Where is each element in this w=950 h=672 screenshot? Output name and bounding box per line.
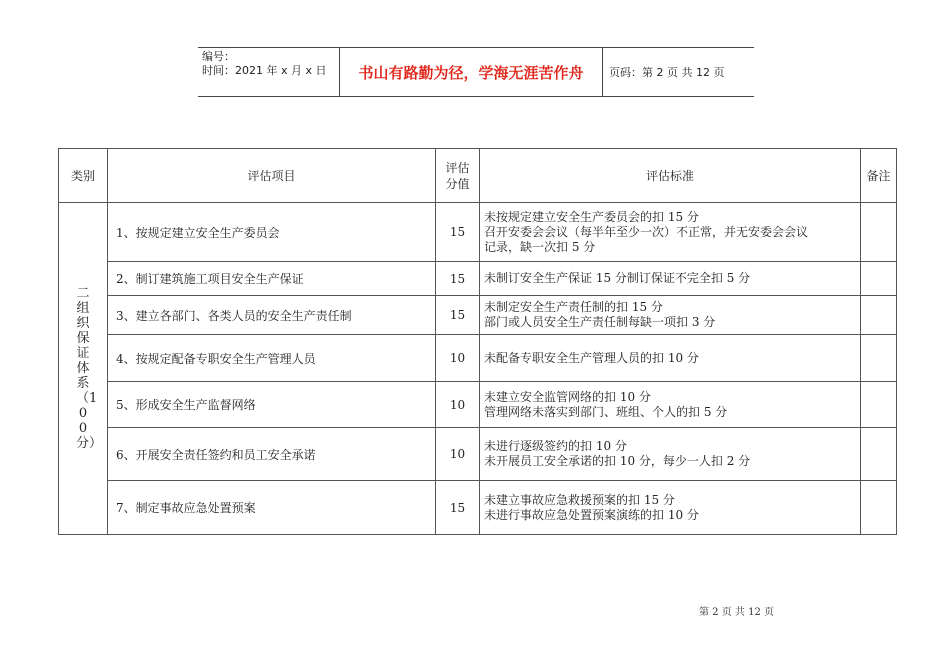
table-row	[59, 382, 897, 428]
score-cell: 15	[436, 262, 480, 296]
standard-line: 未按规定建立安全生产委员会的扣 15 分	[484, 209, 699, 224]
time-label: 时间：2021 年 x 月 x 日	[202, 64, 327, 77]
col-header-score-text: 评估分值	[445, 160, 470, 191]
standard-line: 未配备专职安全生产管理人员的扣 10 分	[484, 350, 699, 365]
item-cell: 4、按规定配备专职安全生产管理人员	[108, 335, 436, 382]
table-row	[59, 428, 897, 481]
remark-cell	[861, 203, 897, 262]
col-header-category: 类别	[59, 149, 108, 203]
item-cell: 1、按规定建立安全生产委员会	[108, 203, 436, 262]
standard-line: 未制定安全生产责任制的扣 15 分	[484, 300, 663, 314]
standard-line: 未进行事故应急处置预案演练的扣 10 分	[484, 507, 699, 522]
standard-line: 部门或人员安全生产责任制每缺一项扣 3 分	[484, 315, 716, 329]
standard-line: 未开展员工安全承诺的扣 10 分，每少一人扣 2 分	[484, 454, 751, 468]
remark-cell	[861, 262, 897, 296]
number-label: 编号：	[202, 50, 235, 63]
table-row	[59, 481, 897, 535]
category-label: 二组织保证体系（100分）	[76, 286, 103, 451]
score-cell: 15	[436, 203, 480, 262]
table-row	[59, 296, 897, 335]
item-cell: 3、建立各部门、各类人员的安全生产责任制	[108, 296, 436, 335]
item-cell: 5、形成安全生产监督网络	[108, 382, 436, 428]
score-cell: 15	[436, 481, 480, 535]
standard-cell	[480, 428, 861, 481]
motto-text: 书山有路勤为径，学海无涯苦作舟	[340, 48, 603, 96]
remark-cell	[861, 335, 897, 382]
standard-cell	[480, 335, 861, 382]
standard-cell	[480, 296, 861, 335]
col-header-remark: 备注	[861, 149, 897, 203]
standard-line: 记录，缺一次扣 5 分	[484, 239, 596, 254]
score-cell: 10	[436, 382, 480, 428]
table-row	[59, 203, 897, 262]
standard-cell	[480, 382, 861, 428]
remark-cell	[861, 428, 897, 481]
standard-cell	[480, 262, 861, 296]
standard-cell	[480, 203, 861, 262]
item-cell: 2、制订建筑施工项目安全生产保证	[108, 262, 436, 296]
standard-line: 管理网络未落实到部门、班组、个人的扣 5 分	[484, 404, 728, 419]
score-cell: 15	[436, 296, 480, 335]
remark-cell	[861, 481, 897, 535]
col-header-item: 评估项目	[108, 149, 436, 203]
remark-cell	[861, 296, 897, 335]
table-row	[59, 335, 897, 382]
standard-line: 未制订安全生产保证 15 分制订保证不完全扣 5 分	[484, 271, 751, 285]
page-footer: 第 2 页 共 12 页	[699, 607, 774, 618]
col-header-standard: 评估标准	[480, 149, 861, 203]
remark-cell	[861, 382, 897, 428]
table-row	[59, 262, 897, 296]
item-cell: 6、开展安全责任签约和员工安全承诺	[108, 428, 436, 481]
col-header-score	[436, 149, 480, 203]
standard-line: 未建立事故应急救援预案的扣 15 分	[484, 492, 675, 507]
standard-line: 未进行逐级签约的扣 10 分	[484, 439, 627, 453]
standard-line: 召开安委会会议（每半年至少一次）不正常，并无安委会会议	[484, 224, 809, 239]
evaluation-table	[58, 148, 897, 535]
score-cell: 10	[436, 428, 480, 481]
standard-cell	[480, 481, 861, 535]
header-page-info: 页码：第 2 页 共 12 页	[609, 66, 725, 79]
standard-line: 未建立安全监管网络的扣 10 分	[484, 389, 651, 404]
item-cell: 7、制定事故应急处置预案	[108, 481, 436, 535]
header-meta-cell	[198, 48, 340, 96]
table-header-row	[59, 149, 897, 203]
score-cell: 10	[436, 335, 480, 382]
document-header	[198, 47, 754, 97]
category-cell	[59, 203, 108, 535]
